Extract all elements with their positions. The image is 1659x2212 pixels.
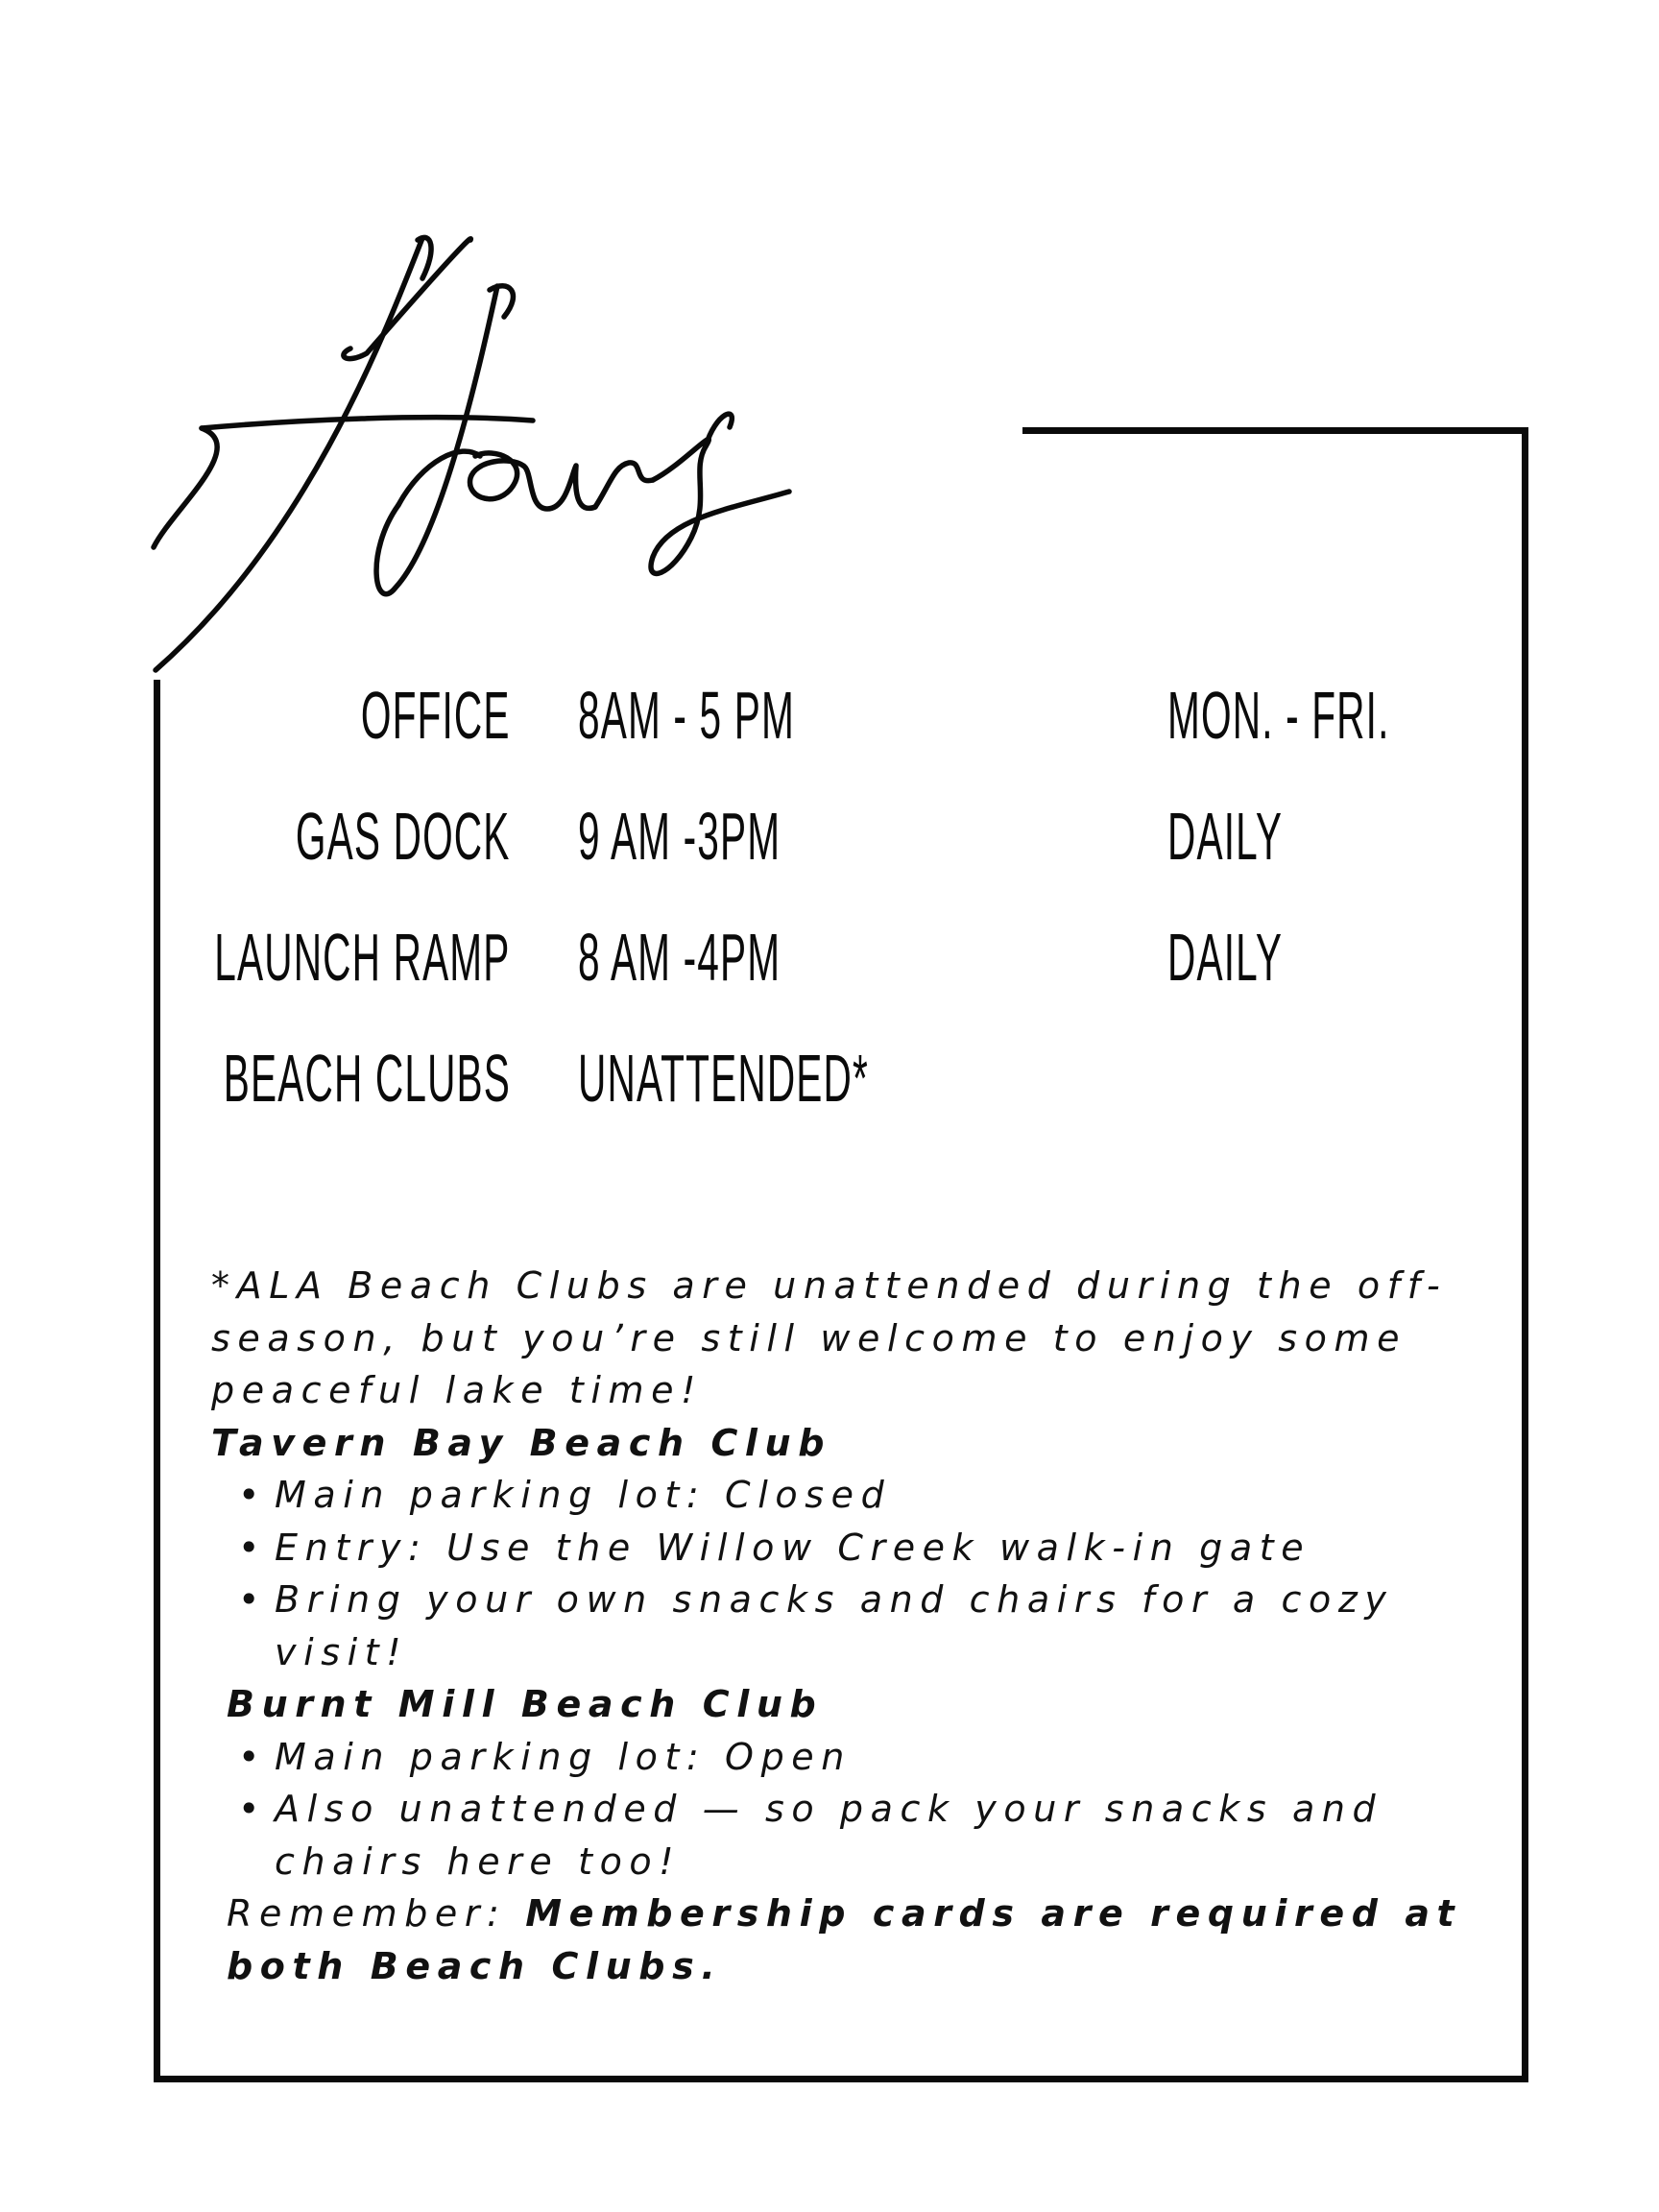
notes-intro: *ALA Beach Clubs are unattended during the off-season, but you’re still welcome to enjoy some peaceful lake time! xyxy=(211,1264,1448,1411)
location-name: OFFICE xyxy=(361,678,511,753)
location-hours: UNATTENDED* xyxy=(578,1041,869,1116)
membership-reminder xyxy=(211,1887,1498,1992)
location-name: BEACH CLUBS xyxy=(223,1041,511,1116)
location-days: DAILY xyxy=(1167,799,1284,874)
location-name: LAUNCH RAMP xyxy=(214,920,511,995)
club-details-list xyxy=(211,1731,1498,1888)
list-item: • Also unattended — so pack your snacks and chairs here too! xyxy=(275,1783,1498,1887)
location-name: GAS DOCK xyxy=(296,799,511,874)
location-hours: 9 AM -3PM xyxy=(578,799,781,874)
bullet-icon: • xyxy=(238,1578,268,1621)
schedule-row-gas-dock xyxy=(0,793,1659,879)
location-hours: 8AM - 5 PM xyxy=(578,678,795,753)
page-title xyxy=(0,0,1,1)
club-details-list xyxy=(211,1469,1498,1678)
location-days: MON. - FRI. xyxy=(1167,678,1390,753)
beach-club-notes xyxy=(211,1260,1498,1992)
bullet-icon: • xyxy=(238,1526,268,1569)
location-hours: 8 AM -4PM xyxy=(578,920,781,995)
bullet-icon: • xyxy=(238,1735,268,1778)
hours-heading-script xyxy=(144,221,912,682)
frame-bottom-border xyxy=(154,2076,1528,2082)
location-days: DAILY xyxy=(1167,920,1284,995)
reminder-prefix: Remember: xyxy=(227,1892,507,1935)
list-item: • Main parking lot: Closed xyxy=(275,1469,1498,1522)
bullet-icon: • xyxy=(238,1788,268,1830)
bullet-icon: • xyxy=(238,1474,268,1516)
list-item: • Bring your own snacks and chairs for a cozy visit! xyxy=(275,1574,1498,1678)
club-title-burnt-mill: Burnt Mill Beach Club xyxy=(227,1683,824,1725)
schedule-row-beach-clubs xyxy=(0,1035,1659,1121)
hours-schedule xyxy=(0,672,1659,1133)
schedule-row-launch-ramp xyxy=(0,914,1659,1000)
frame-top-border xyxy=(1022,427,1528,434)
list-item: • Main parking lot: Open xyxy=(275,1731,1498,1784)
schedule-row-office xyxy=(0,672,1659,758)
club-title-tavern-bay: Tavern Bay Beach Club xyxy=(211,1421,832,1464)
reminder-text: Membership cards are required at both Beach Clubs. xyxy=(227,1892,1462,1987)
list-item: • Entry: Use the Willow Creek walk-in gate xyxy=(275,1522,1498,1575)
